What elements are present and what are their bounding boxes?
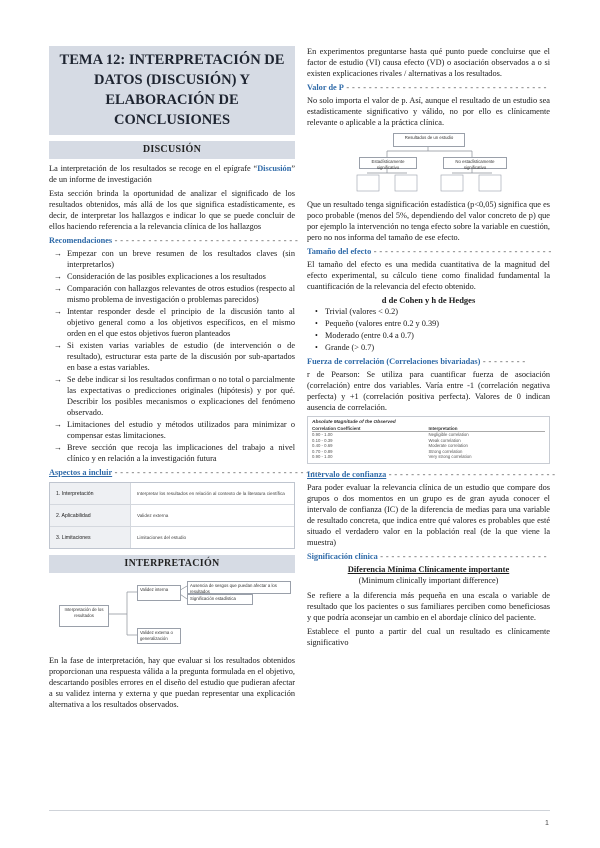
table-row: 0.70 - 0.89 Strong correlation (312, 448, 463, 454)
diagram-note: Ausencia de sesgos que puedan afectar a los resultados (187, 581, 291, 594)
interpretacion-diagram (49, 577, 295, 651)
chart-left-box: Estadísticamente significativo (359, 157, 417, 169)
list-item: → Breve sección que recoja las implicaciones del trabajo a nivel clínico y en relación a la investigación futura (49, 442, 295, 464)
corr-table-header: Correlation Coefficient Interpretation (312, 426, 545, 432)
chart-right-box: No estadísticamente significativo (443, 157, 507, 169)
significacion-paragraph: Que un resultado tenga significación estadística (p<0,05) significa que es poco probable (menos del 5%, dependiendo del valor concreto de p) que por ejemplo la intervención no tenga efecto sobre la variable en cuestión, pero no nos informa del tamaño de ese efecto. (307, 200, 550, 242)
dmci-paragraph: Se refiere a la diferencia más pequeña en una escala o variable de resultado que los pacientes o sus familiares perciben como beneficiosas y que podría aconsejar un cambio en el abordaje clínico del paciente. (307, 590, 550, 622)
list-item: → Consideración de las posibles explicaciones a los resultados (49, 271, 295, 282)
pearson-paragraph: r de Pearson: Se utiliza para cuantificar fuerza de asociación (correlación) entre dos variables. Varía entre -1 (correlación negativa perfecta) y +1 (correlación positiva perfecta). Valores de 0 indican ausencia de correlación. (307, 370, 550, 412)
diagram-note: Significación estadística (187, 594, 253, 605)
discusion-intro: La interpretación de los resultados se recoge en el epígrafe “Discusión” de un informe de investigación (49, 164, 295, 184)
diagram-top-box: Validez interna (137, 585, 181, 601)
table-row (50, 526, 294, 548)
page-title: TEMA 12: INTERPRETACIÓN DE DATOS (DISCUSIÓN) Y ELABORACIÓN DE CONCLUSIONES (49, 46, 295, 135)
tamano-label: Tamaño del efecto - - - - - - - - - - - - - - - - - - - - - - - - - - - - - - - - (307, 247, 552, 256)
intervalo-paragraph: Para poder evaluar la relevancia clínica de un estudio que compare dos grupos o dos momentos en un grupo es de gran ayuda conocer el intervalo de confianza (IC) de la diferencia de medias para una variable de resultado concreta, que indica entre qué valores es probables que esté situado el verdadero valor en la población real (de la que viene la muestra) (307, 482, 550, 547)
experimentos-paragraph: En experimentos preguntarse hasta qué punto puede concluirse que el factor de estudio (VI) causa efecto (VD) o asociación observados a o si existen explicaciones rivales / alternativas a los resultados. (307, 47, 550, 78)
fuerza-label: Fuerza de correlación (Correlaciones bivariadas) - - - - - - - - (307, 357, 526, 366)
significacion-clinica-label: Significación clínica - - - - - - - - - - - - - - - - - - - - - - - - - - - - - - (307, 551, 547, 561)
corr-table-title: Absolute Magnitude of the Observed (312, 420, 396, 425)
cohen-list (307, 306, 550, 353)
list-item: → Si existen varias variables de estudio (de intervención o de resultado), estructurar esta parte de la discusión por sub-apartados en base a estas variables. (49, 340, 295, 373)
table-cell: Interpretar los resultados en relación al contexto de la literatura científica (137, 491, 285, 496)
table-cell: Limitaciones del estudio (137, 535, 187, 540)
list-item: → Limitaciones del estudio y métodos utilizados para minimizar o compensar estas limitaciones. (49, 419, 295, 441)
table-row: 0.40 - 0.69 Moderate correlation (312, 443, 468, 449)
table-row: 0.90 - 1.00 Very strong correlation (312, 454, 472, 460)
table-cell: 1. Interpretación (50, 483, 131, 504)
aspectos-table (49, 482, 295, 549)
aspectos-label: Aspectos a incluir - - - - - - - - - - - - - - - - - - - - - - - - - - - - - - - - - - - - - (49, 468, 321, 477)
list-item: → Empezar con un breve resumen de los resultados claves (sin interpretarlos) (49, 248, 295, 270)
valor-p-paragraph: No solo importa el valor de p. Así, aunque el resultado de un estudio sea estadísticamente significativo y válido, no por ello es clínicamente relevante o aplicable a la práctica clínica. (307, 96, 550, 127)
dmci-subheading: (Minimum clinically important difference) (358, 575, 499, 585)
list-item: • Trivial (valores < 0.2) (307, 306, 550, 317)
valor-p-label: Valor de P - - - - - - - - - - - - - - - - - - - - - - - - - - - - - - - - - - - - (307, 83, 547, 92)
table-row: 0.10 - 0.39 Weak correlation (312, 437, 461, 443)
section-heading-interpretacion: INTERPRETACIÓN (49, 555, 295, 573)
dmci-paragraph-2: Establece el punto a partir del cual un resultado es clínicamente significativo (307, 626, 550, 647)
page-number: 1 (545, 820, 549, 827)
intervalo-label: Intervalo de confianza - - - - - - - - - - - - - - - - - - - - - - - - - - - - - - (307, 469, 556, 479)
footer-divider (49, 810, 550, 811)
tamano-paragraph: El tamaño del efecto es una medida cuantitativa de la magnitud del efecto experimental, su cálculo tiene como finalidad fundamental la cuantificación de la relevancia del efecto obtenido. (307, 260, 550, 291)
list-item: • Grande (> 0.7) (307, 342, 550, 353)
correlation-table (307, 416, 550, 464)
table-row: 0.90 - 1.00 Negligible correlation (312, 432, 469, 437)
discusion-paragraph: Esta sección brinda la oportunidad de analizar el significado de los resultados obtenidos, más allá de los que significa estadísticamente, es decir, de interpretar los hallazgos e indicar lo que se puede concluir de ellos haciendo referencia a la relevancia clínica de los hallazgos (49, 189, 295, 231)
left-column (49, 46, 321, 713)
list-item: • Moderado (entre 0.4 a 0.7) (307, 330, 550, 341)
list-item: → Comparación con hallazgos relevantes de otros estudios (respecto al mismo problema de investigación o problemas parecidos) (49, 283, 295, 305)
list-item: → Intentar responder desde el principio de la discusión tanto al objetivo general como a los objetivos específicos, en el mismo orden en el que estos objetivos fueron planteados (49, 306, 295, 339)
right-column (307, 46, 556, 651)
table-cell: 2. Aplicabilidad (50, 505, 131, 526)
interpretacion-paragraph: En la fase de interpretación, hay que evaluar si los resultados obtenidos proporcionan una respuesta válida a la pregunta formulada en el objetivo, descartando posibles errores en el diseño del estudio que pudieran afectar a su validez interna y externa y que puedan representar una explicación alternativa a los resultados observados. (49, 656, 295, 709)
table-row (50, 504, 294, 526)
section-heading-discusion: DISCUSIÓN (49, 141, 295, 159)
table-cell: 3. Limitaciones (50, 527, 131, 548)
dmci-heading: Diferencia Mínima Clínicamente importante (347, 563, 510, 574)
recomendaciones-label: Recomendaciones - - - - - - - - - - - - - - - - - - - - - - - - - - - - - - - - - (49, 236, 299, 245)
chart-root-box: Resultados de un estudio (393, 133, 465, 147)
diagram-bottom-box: Validez externa o generalización (137, 628, 181, 644)
list-item: → Se debe indicar si los resultados confirman o no total o parcialmente las expectativas o predicciones originales (hipótesis) y por qué. Describir los posibles mecanismos o explicaciones del fenómeno observado. (49, 374, 295, 418)
diagram-root-box: Interpretación de los resultados (59, 605, 109, 627)
table-row (50, 483, 294, 504)
cohen-heading: d de Cohen y h de Hedges (381, 295, 476, 305)
recomendaciones-list (49, 248, 295, 464)
table-cell: Validez externa (137, 513, 169, 518)
resultados-diagram (307, 131, 550, 195)
list-item: • Pequeño (valores entre 0.2 y 0.39) (307, 318, 550, 329)
